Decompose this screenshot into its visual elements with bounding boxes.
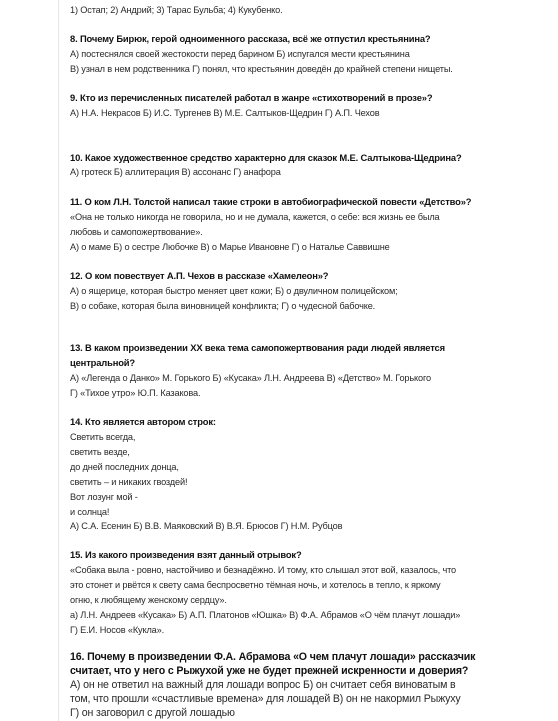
answer-line: А) постеснялся своей жестокости перед барином Б) испугался мести крестьянина — [70, 49, 410, 59]
previous-question-answers: 1) Остап; 2) Андрий; 3) Тарас Бульба; 4) Кукубенко. — [70, 5, 283, 15]
poem-line: Светить всегда, — [70, 432, 136, 442]
question-8: 8. Почему Бирюк, герой одноименного рассказа, всё же отпустил крестьянина? — [70, 33, 431, 44]
question-13-continued: центральной? — [70, 357, 135, 368]
answer-line: А) о маме Б) о сестре Любочке В) о Марье Ивановне Г) о Наталье Саввишне — [70, 242, 390, 252]
question-14: 14. Кто является автором строк: — [70, 416, 216, 427]
answer-line: А) «Легенда о Данко» М. Горького Б) «Кусака» Л.Н. Андреева В) «Детство» М. Горького — [70, 373, 431, 383]
answer-line: А) гротеск Б) аллитерация В) ассонанс Г) анафора — [70, 167, 281, 177]
poem-line: и солнца! — [70, 507, 110, 517]
quote-line: любовь и самопожертвование». — [70, 227, 203, 237]
answer-line: а) Л.Н. Андреев «Кусака» Б) А.П. Платонов «Юшка» В) Ф.А. Абрамов «О чём плачут лошади» — [70, 610, 461, 620]
answer-line: Г) он заговорил с другой лошадью — [70, 707, 235, 719]
poem-line: до дней последних донца, — [70, 462, 179, 472]
question-10: 10. Какое художественное средство характерно для сказок М.Е. Салтыкова-Щедрина? — [70, 152, 462, 163]
question-16-continued: считает, что у него с Рыжухой уже не будет прежней искренности и доверия? — [70, 665, 469, 677]
quote-line: «Она не только никогда не говорила, но и не думала, кажется, о себе: вся жизнь ее была — [70, 212, 440, 222]
excerpt-line: огню, к любящему женскому сердцу». — [70, 595, 227, 605]
answer-line: А) о ящерице, которая быстро меняет цвет кожи; Б) о двуличном полицейском; — [70, 286, 398, 296]
answer-line: А) он не ответил на важный для лошади вопрос Б) он считает себя виноватым в — [70, 679, 456, 691]
answer-line: А) Н.А. Некрасов Б) И.С. Тургенев В) М.Е. Салтыков-Щедрин Г) А.П. Чехов — [70, 108, 380, 118]
answer-line: В) узнал в нем родственника Г) понял, что крестьянин доведён до крайней степени нищеты. — [70, 64, 453, 74]
answer-line: В) о собаке, которая была виновницей конфликта; Г) о чудесной бабочке. — [70, 301, 376, 311]
question-16: 16. Почему в произведении Ф.А. Абрамова «О чем плачут лошади» рассказчик — [70, 651, 476, 663]
poem-line: Вот лозунг мой - — [70, 492, 138, 502]
question-15: 15. Из какого произведения взят данный отрывок? — [70, 549, 302, 560]
question-9: 9. Кто из перечисленных писателей работал в жанре «стихотворений в прозе»? — [70, 92, 433, 103]
answer-line: том, что прошли «счастливые времена» для лошадей В) он не накормил Рыжуху — [70, 693, 461, 705]
question-11: 11. О ком Л.Н. Толстой написал такие строки в автобиографической повести «Детство»? — [70, 196, 472, 207]
answer-line: Г) «Тихое утро» Ю.П. Казакова. — [70, 388, 201, 398]
poem-line: светить везде, — [70, 447, 130, 457]
answer-line: А) С.А. Есенин Б) В.В. Маяковский В) В.Я. Брюсов Г) Н.М. Рубцов — [70, 521, 343, 531]
left-page-edge — [58, 0, 59, 721]
question-13: 13. В каком произведении XX века тема самопожертвования ради людей является — [70, 342, 445, 353]
excerpt-line: «Собака выла - ровно, настойчиво и безнадёжно. И тому, кто слышал этот вой, казалось, что — [70, 565, 456, 575]
answer-line: Г) Е.И. Носов «Кукла». — [70, 625, 164, 635]
question-12: 12. О ком повествует А.П. Чехов в рассказе «Хамелеон»? — [70, 270, 329, 281]
poem-line: светить – и никаких гвоздей! — [70, 477, 188, 487]
excerpt-line: это стонет и рвётся к свету сама беспросветно тёмная ночь, и хотелось в тепло, к яркому — [70, 580, 441, 590]
